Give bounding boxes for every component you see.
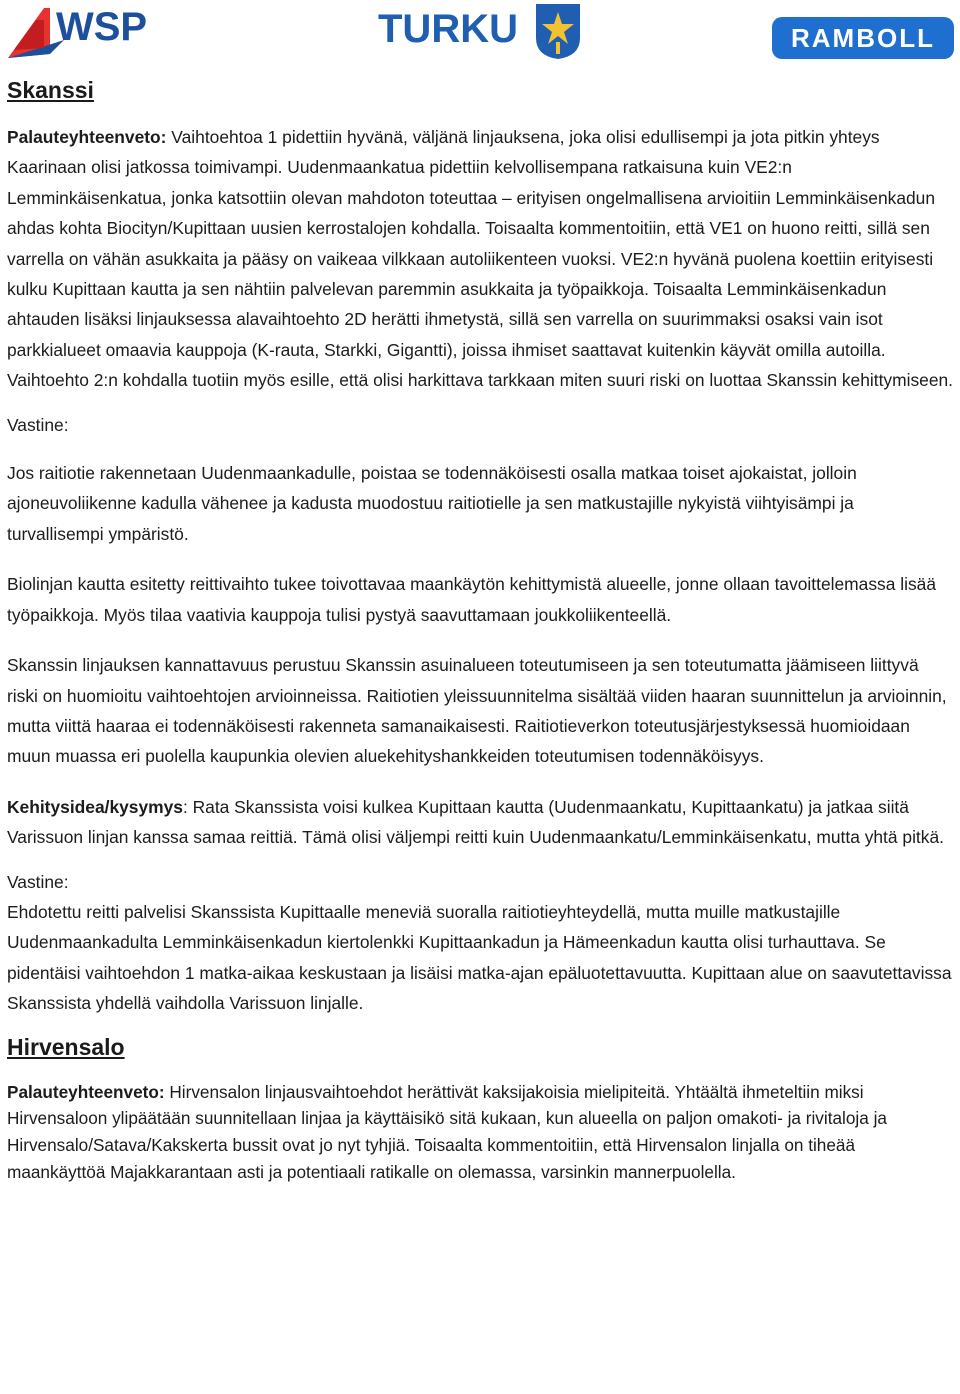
- development-idea: [7, 792, 953, 853]
- section-title-skanssi: Skanssi: [7, 77, 94, 103]
- response2-label: Vastine:: [7, 871, 69, 892]
- skanssi-summary: [7, 122, 953, 396]
- response-label: Vastine:: [7, 414, 69, 435]
- idea-text: : Rata Skanssista voisi kulkea Kupittaan kautta (Uudenmaankatu, Kupittaankatu) ja jatkaa siitä Varissuon linjan kanssa samaa reittiä. Tämä olisi väljempi reitti kuin Uudenmaankatu/Lemminkäisenkatu, mutta yhtä pitkä.: [7, 796, 944, 848]
- summary-text: Vaihtoehtoa 1 pidettiin hyvänä, väljänä linjauksena, joka olisi edullisempi ja jota pitkin yhteys Kaarinaan olisi jatkossa toimivampi. Uudenmaankatua pidettiin kelvollisempana ratkaisuna kuin VE2:n Lemminkäisenkatua, jonka katsottiin olevan mahdoton toteuttaa – erityisen ongelmallisena arvioitiin Lemminkäisenkadun ahdas kohta Biocityn/Kupittaan uusien kerrostalojen kohdalla. Toisaalta kommentoitiin, että VE1 on huono reitti, sillä sen varrella on vähän asukkaita ja pääsy on vaikeaa vilkkaan autoliikenteen vuoksi. VE2:n hyvänä puolena koettiin erityisesti kulku Kupittaan kautta ja sen nähtiin palvelevan paremmin asukkaita ja työpaikkoja. Toisaalta Lemminkäisenkadun ahtauden lisäksi linjauksessa alavaihtoehto 2D herätti ihmetystä, sillä sen varrella on suurimmaksi osaksi vain isot parkkialueet omaavia kauppoja (K-rauta, Starkki, Gigantti), joissa ihmiset saattavat kuitenkin käyvät omilla autoilla. Vaihtoehto 2:n kohdalla tuotiin myös esille, että olisi harkittava tarkkaan miten suuri riski on luottaa Skanssin kehittymiseen.: [7, 127, 954, 391]
- section-title-hirvensalo: Hirvensalo: [7, 1033, 125, 1060]
- ramboll-logo: [772, 17, 954, 59]
- turku-wordmark: TURKU: [378, 7, 518, 51]
- summary-label: Palauteyhteenveto:: [7, 127, 167, 147]
- response-paragraph: Jos raitiotie rakennetaan Uudenmaankadulle, poistaa se todennäköisesti osalla matkaa toiset ajokaistat, jolloin ajoneuvoliikenne kadulla vähenee ja kadusta muodostuu raitiotielle ja sen matkustajille nykyistä viihtyisämpi ja turvallisempi ympäristö.: [7, 463, 857, 544]
- turku-logo: [378, 2, 584, 60]
- turku-coat-of-arms-icon: [536, 4, 580, 59]
- wsp-wordmark: WSP: [56, 5, 148, 49]
- document-body: [7, 68, 953, 1206]
- header-logos: [0, 0, 960, 64]
- response-paragraph: Skanssin linjauksen kannattavuus perustuu Skanssin asuinalueen toteutumiseen ja sen toteutumatta jäämiseen liittyvä riski on huomioitu vaihtoehtojen arvioinneissa. Raitiotien yleissuunnitelma sisältää viiden haaran suunnittelun ja arvioinnin, mutta viittä haaraa ei todennäköisesti rakenneta samanaikaisesti. Raitiotieverkon toteutusjärjestyksessä huomioidaan muun muassa eri puolella kaupunkia olevien aluekehityshankkeiden toteutumisen todennäköisyys.: [7, 655, 947, 767]
- ramboll-wordmark: RAMBOLL: [791, 23, 935, 53]
- hirvensalo-summary: [7, 1079, 953, 1186]
- response2-text: Ehdotettu reitti palvelisi Skanssista Kupittaalle meneviä suoralla raitiotieyhteydellä, mutta muille matkustajille Uudenmaankadulta Lemminkäisenkadun kiertolenkki Kupittaankadun ja Hämeenkadun kautta olisi turhauttava. Se pidentäisi vaihtoehdon 1 matka-aikaa keskustaan ja lisäisi matka-ajan epäluotettavuutta. Kupittaan alue on saavutettavissa Skanssista yhdellä vaihdolla Varissuon linjalle.: [7, 901, 952, 1014]
- summary-label: Palauteyhteenveto:: [7, 1081, 165, 1102]
- response-paragraph: Biolinjan kautta esitetty reittivaihto tukee toivottavaa maankäytön kehittymistä alueelle, jonne ollaan tavoittelemassa lisää työpaikkoja. Myös tilaa vaativia kauppoja tulisi pystyä saavuttamaan joukkoliikenteellä.: [7, 574, 936, 625]
- idea-label: Kehitysidea/kysymys: [7, 796, 183, 817]
- wsp-logo: [6, 2, 188, 60]
- summary-text: Hirvensalon linjausvaihtoehdot herättivät kaksijakoisia mielipiteitä. Yhtäältä ihmeteltiin miksi Hirvensaloon ylipäätään suunnitellaan linjaa ja käyttäisikö sitä kukaan, kun alueella on paljon omakoti- ja rivitaloja ja Hirvensalo/Satava/Kakskerta bussit ovat jo nyt tyhjiä. Toisaalta kommentoitiin, että Hirvensalon linjalla on tiheää maankäyttöä Majakkarantaan asti ja potentiaali ratikalle on olemassa, varsinkin mannerpuolella.: [7, 1081, 887, 1182]
